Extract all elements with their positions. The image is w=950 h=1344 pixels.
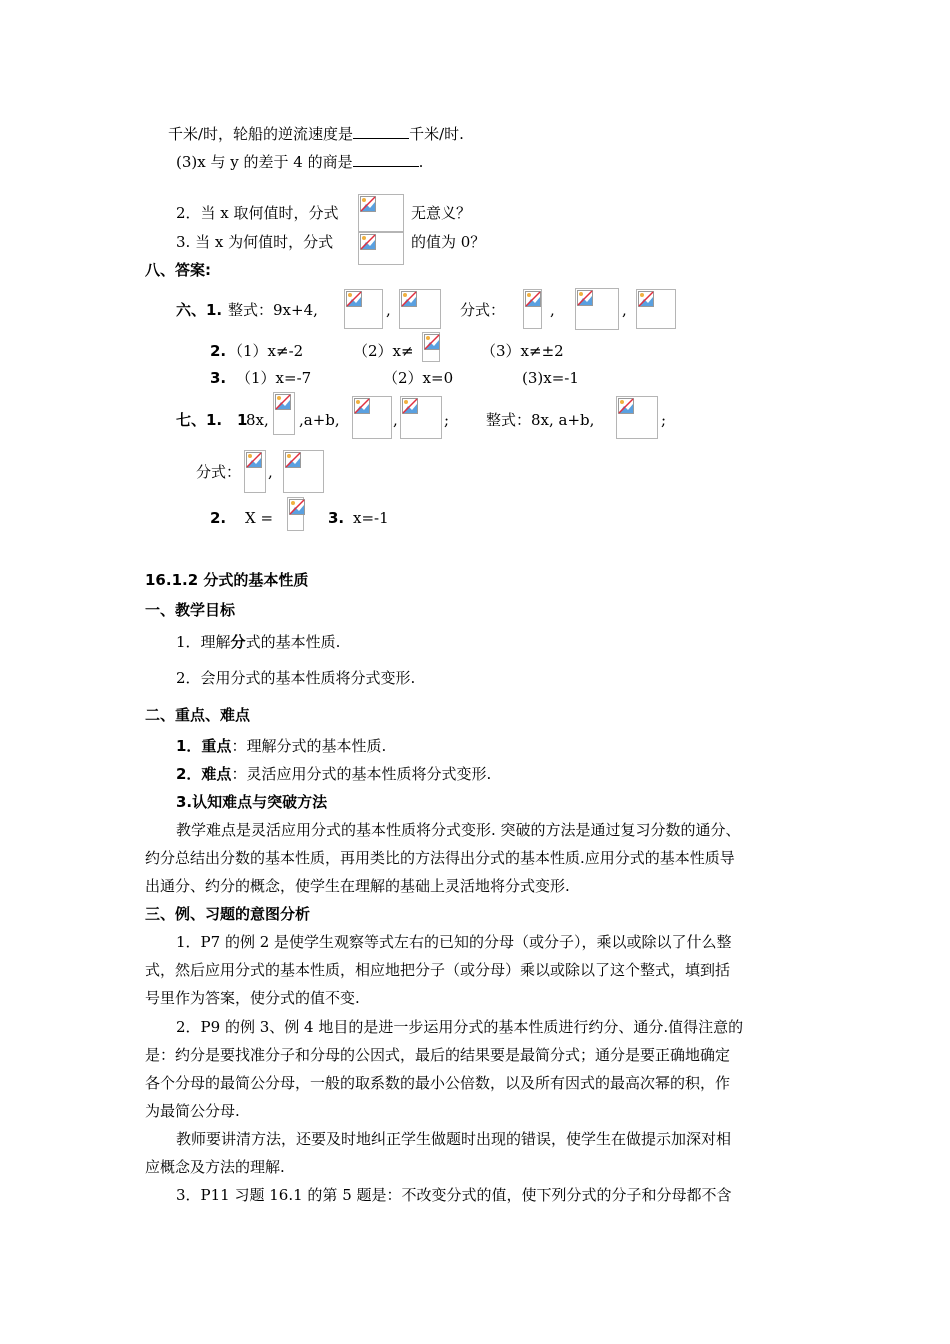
section-title: 16.1.2 分式的基本性质	[145, 571, 309, 589]
seven-a-plus-b: ,a+b,	[299, 411, 340, 429]
six-q2-1: （1）x≠-2	[228, 342, 304, 360]
para-line: 式，然后应用分式的基本性质，相应地把分子（或分母）乘以或除以了这个整式，填到括	[145, 961, 731, 979]
broken-image-glyph	[346, 291, 362, 307]
key-point-1: 1．重点：理解分式的基本性质.	[176, 737, 387, 755]
broken-image-glyph	[354, 398, 370, 414]
broken-image-glyph	[618, 398, 634, 414]
comma: ,	[550, 301, 555, 319]
goal-1: 1．理解分式的基本性质.	[176, 633, 341, 651]
broken-image-icon	[422, 332, 440, 362]
seven-fenshi: 分式：	[196, 463, 242, 481]
answers-heading: 八、答案:	[145, 261, 211, 279]
broken-image-icon	[287, 497, 304, 531]
seven-zhengshi: 整式：8x, a+b,	[486, 411, 595, 429]
six-label: 六、1.	[176, 301, 223, 319]
para-line: 约分总结出分数的基本性质，再用类比的方法得出分式的基本性质.应用分式的基本性质导	[145, 849, 735, 867]
broken-image-icon	[400, 396, 442, 439]
broken-image-glyph	[525, 291, 541, 307]
para-line: 是：约分是要找准分子和分母的公因式，最后的结果要是最简分式；通分是要正确地确定	[145, 1046, 731, 1064]
semicolon: ;	[444, 411, 450, 429]
comma: ,	[386, 301, 391, 319]
broken-image-glyph	[360, 196, 376, 212]
para-line: 各个分母的最简公分母，一般的取系数的最小公倍数，以及所有因式的最高次幂的积，作	[145, 1074, 731, 1092]
broken-image-icon	[575, 288, 619, 330]
question-2-suffix: 无意义？	[411, 204, 472, 222]
broken-image-glyph	[424, 334, 440, 350]
comma: ,	[268, 463, 273, 481]
broken-image-icon	[358, 232, 404, 265]
para-line: 应概念及方法的理解.	[145, 1158, 285, 1176]
broken-image-icon	[616, 396, 658, 439]
line-1: 千米/时，轮船的逆流速度是 千米/时.	[168, 125, 464, 143]
seven-8x: 8x,	[246, 411, 269, 429]
seven-q2-text: X =	[245, 509, 274, 527]
goal-2: 2．会用分式的基本性质将分式变形.	[176, 669, 416, 687]
broken-image-icon	[283, 450, 324, 493]
broken-image-glyph	[638, 291, 654, 307]
para-line: 1．P7 的例 2 是使学生观察等式左右的已知的分母（或分子），乘以或除以了什么整	[176, 933, 732, 951]
para-line: 出通分、约分的概念，使学生在理解的基础上灵活地将分式变形.	[145, 877, 570, 895]
heading-key-points: 二、重点、难点	[145, 706, 251, 724]
broken-image-icon	[523, 289, 542, 329]
question-3-suffix: 的值为 0？	[411, 233, 486, 251]
semicolon: ;	[661, 411, 667, 429]
seven-q2-label: 2.	[210, 509, 227, 527]
answer-blank	[353, 124, 409, 139]
broken-image-glyph	[360, 234, 376, 250]
question-3: 3. 当 x 为何值时，分式	[176, 233, 334, 251]
para-line: 教学难点是灵活应用分式的基本性质将分式变形. 突破的方法是通过复习分数的通分、	[176, 821, 741, 839]
six-q2-3: （3）x≠±2	[481, 342, 564, 360]
para-line: 教师要讲清方法，还要及时地纠正学生做题时出现的错误，使学生在做提示加深对相	[176, 1130, 732, 1148]
six-q2-2: （2）x≠	[353, 342, 414, 360]
broken-image-glyph	[289, 499, 305, 515]
seven-q3-label: 3.	[328, 509, 345, 527]
six-q3-2: （2）x=0	[383, 369, 454, 387]
heading-goals: 一、教学目标	[145, 601, 236, 619]
seven-label: 七、1.	[176, 411, 223, 429]
six-q3-3: (3)x=-1	[522, 369, 579, 387]
six-q3-1: （1）x=-7	[236, 369, 312, 387]
broken-image-icon	[358, 194, 404, 232]
key-point-3: 3.认知难点与突破方法	[176, 793, 328, 811]
answer-blank	[353, 152, 419, 167]
broken-image-icon	[344, 289, 383, 329]
key-point-2: 2．难点：灵活应用分式的基本性质将分式变形.	[176, 765, 492, 783]
broken-image-glyph	[285, 452, 301, 468]
broken-image-glyph	[401, 291, 417, 307]
broken-image-glyph	[246, 452, 262, 468]
seven-one: 1	[237, 411, 248, 429]
heading-analysis: 三、例、习题的意图分析	[145, 905, 311, 923]
question-2: 2．当 x 取何值时，分式	[176, 204, 339, 222]
broken-image-icon	[352, 396, 392, 439]
seven-q3-text: x=-1	[353, 509, 389, 527]
para-line: 号里作为答案，使分式的值不变.	[145, 989, 360, 1007]
broken-image-glyph	[577, 290, 593, 306]
six-q3-label: 3.	[210, 369, 227, 387]
broken-image-icon	[636, 289, 676, 329]
broken-image-icon	[399, 289, 441, 329]
line-2: (3)x 与 y 的差于 4 的商是 .	[176, 153, 424, 171]
six-q2-label: 2.	[210, 342, 227, 360]
six-zhengshi: 整式：9x+4,	[228, 301, 318, 319]
broken-image-glyph	[402, 398, 418, 414]
six-fenshi: 分式：	[460, 301, 506, 319]
para-line: 2．P9 的例 3、例 4 地目的是进一步运用分式的基本性质进行约分、通分.值得注意的	[176, 1018, 744, 1036]
comma: ,	[622, 301, 627, 319]
comma: ,	[393, 411, 398, 429]
broken-image-icon	[244, 450, 266, 493]
para-line: 3．P11 习题 16.1 的第 5 题是：不改变分式的值，使下列分式的分子和分母都不含	[176, 1186, 732, 1204]
broken-image-glyph	[275, 394, 291, 410]
broken-image-icon	[273, 392, 295, 435]
para-line: 为最简公分母.	[145, 1102, 240, 1120]
